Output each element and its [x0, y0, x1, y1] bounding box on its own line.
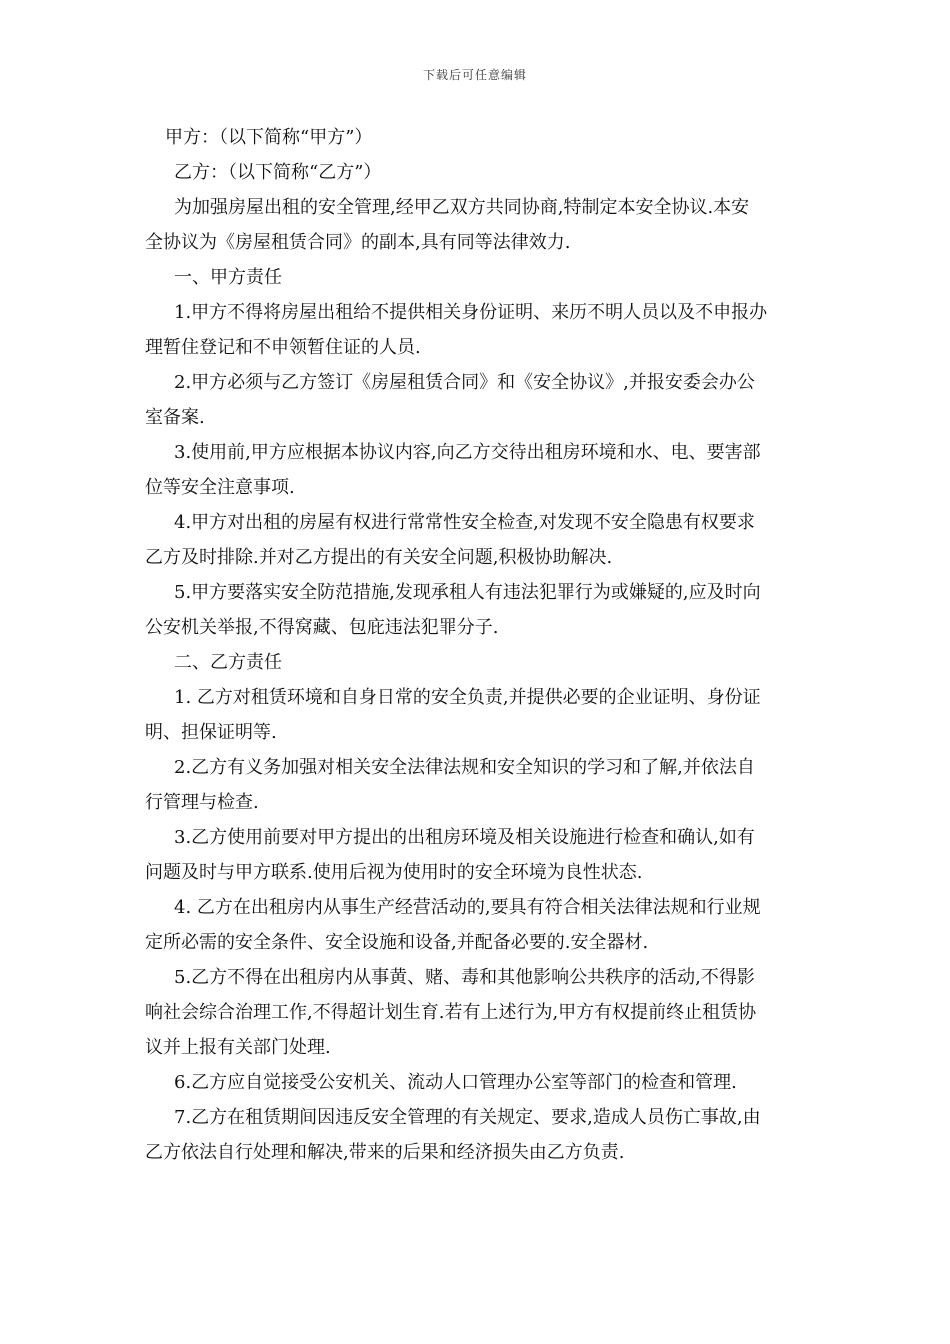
clause-line: 3.使用前,甲方应根据本协议内容,向乙方交待出租房环境和水、电、要害部: [174, 442, 761, 463]
clause-line: 定所必需的安全条件、安全设施和设备,并配备必要的.安全器材.: [145, 932, 649, 953]
clause-line: 议并上报有关部门处理.: [145, 1037, 331, 1058]
clause-line: 4. 乙方在出租房内从事生产经营活动的,要具有符合相关法律法规和行业规: [174, 897, 761, 918]
clause-line: 2.甲方必须与乙方签订《房屋租赁合同》和《安全协议》,并报安委会办公: [174, 372, 755, 393]
clause-line: 4.甲方对出租的房屋有权进行常常性安全检查,对发现不安全隐患有权要求: [174, 512, 755, 533]
clause-line: 5.甲方要落实安全防范措施,发现承租人有违法犯罪行为或嫌疑的,应及时向: [174, 582, 761, 603]
clause-line: 乙方及时排除.并对乙方提出的有关安全问题,积极协助解决.: [145, 547, 613, 568]
page-header-note: 下载后可任意编辑: [422, 68, 527, 82]
clause-line: 6.乙方应自觉接受公安机关、流动人口管理办公室等部门的检查和管理.: [174, 1072, 737, 1093]
clause-line: 问题及时与甲方联系.使用后视为使用时的安全环境为良性状态.: [145, 862, 643, 883]
party-b-line: 乙方：（以下简称“乙方”）: [174, 162, 382, 183]
clause-line: 理暂住登记和不申领暂住证的人员.: [145, 337, 421, 358]
clause-line: 2.乙方有义务加强对相关安全法律法规和安全知识的学习和了解,并依法自: [174, 757, 755, 778]
section-heading-party-a: 一、甲方责任: [174, 267, 282, 288]
clause-line: 3.乙方使用前要对甲方提出的出租房环境及相关设施进行检查和确认,如有: [174, 827, 755, 848]
clause-line: 位等安全注意事项.: [145, 477, 295, 498]
clause-line: 1.甲方不得将房屋出租给不提供相关身份证明、来历不明人员以及不申报办: [174, 302, 768, 323]
clause-line: 乙方依法自行处理和解决,带来的后果和经济损失由乙方负责.: [145, 1142, 625, 1163]
document-body: [145, 120, 810, 1170]
clause-line: 1. 乙方对租赁环境和自身日常的安全负责,并提供必要的企业证明、身份证: [174, 687, 761, 708]
clause-line: 行管理与检查.: [145, 792, 259, 813]
clause-line: 明、担保证明等.: [145, 722, 277, 743]
preamble-line: 为加强房屋出租的安全管理,经甲乙双方共同协商,特制定本安全协议.本安: [174, 197, 750, 218]
section-heading-party-b: 二、乙方责任: [174, 652, 282, 673]
clause-line: 响社会综合治理工作,不得超计划生育.若有上述行为,甲方有权提前终止租赁协: [145, 1002, 757, 1023]
clause-line: 5.乙方不得在出租房内从事黄、赌、毒和其他影响公共秩序的活动,不得影: [174, 967, 755, 988]
clause-line: 室备案.: [145, 407, 205, 428]
clause-line: 公安机关举报,不得窝藏、包庇违法犯罪分子.: [145, 617, 499, 638]
preamble-line: 全协议为《房屋租赁合同》的副本,具有同等法律效力.: [145, 232, 571, 253]
party-a-line: 甲方：（以下简称“甲方”）: [165, 127, 373, 148]
clause-line: 7.乙方在租赁期间因违反安全管理的有关规定、要求,造成人员伤亡事故,由: [174, 1107, 761, 1128]
